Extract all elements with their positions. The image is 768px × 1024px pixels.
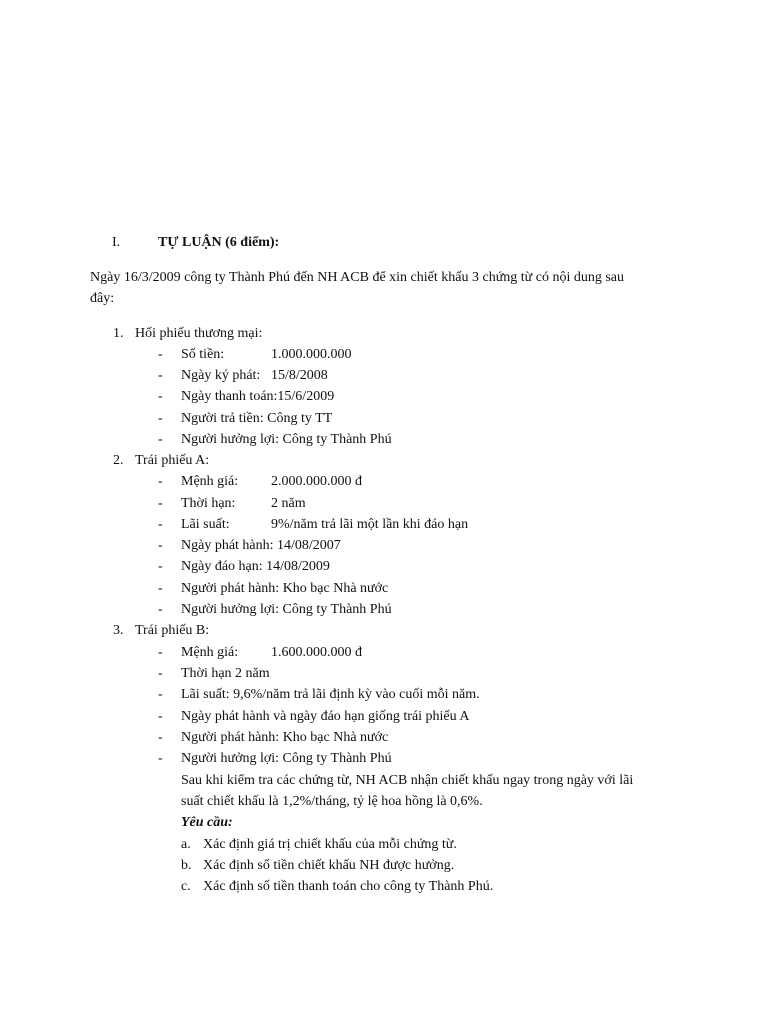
list-dash: - xyxy=(158,538,163,553)
requirement-letter: b. xyxy=(181,858,192,873)
conclusion-line-1: Sau khi kiểm tra các chứng từ, NH ACB nhận chiết khấu ngay trong ngày với lãi xyxy=(181,773,634,788)
list-dash: - xyxy=(158,581,163,596)
requirement-letter: c. xyxy=(181,879,191,894)
bullet-label: Lãi suất: xyxy=(181,517,230,532)
list-dash: - xyxy=(158,559,163,574)
intro-line-2: đây: xyxy=(90,291,115,306)
item3-number: 3. xyxy=(113,623,124,638)
list-dash: - xyxy=(158,602,163,617)
bullet-value: 2.000.000.000 đ xyxy=(271,474,362,489)
list-dash: - xyxy=(158,687,163,702)
bullet-text: Ngày đáo hạn: 14/08/2009 xyxy=(181,559,330,574)
requirement-letter: a. xyxy=(181,837,191,852)
list-dash: - xyxy=(158,368,163,383)
conclusion-line-2: suất chiết khấu là 1,2%/tháng, tỷ lệ hoa hồng là 0,6%. xyxy=(181,794,483,809)
bullet-value: 1.600.000.000 đ xyxy=(271,645,362,660)
list-dash: - xyxy=(158,730,163,745)
bullet-text: Người hưởng lợi: Công ty Thành Phú xyxy=(181,751,392,766)
item1-title: Hối phiếu thương mại: xyxy=(135,326,263,341)
requirement-text: Xác định giá trị chiết khấu của mỗi chứng từ. xyxy=(203,837,457,852)
bullet-value: 9%/năm trả lãi một lần khi đáo hạn xyxy=(271,517,469,532)
bullet-text: Người trả tiền: Công ty TT xyxy=(181,411,333,426)
list-dash: - xyxy=(158,411,163,426)
bullet-label: Thời hạn: xyxy=(181,496,236,511)
item2-number: 2. xyxy=(113,453,124,468)
list-dash: - xyxy=(158,645,163,660)
list-dash: - xyxy=(158,474,163,489)
list-dash: - xyxy=(158,347,163,362)
list-dash: - xyxy=(158,496,163,511)
list-dash: - xyxy=(158,517,163,532)
bullet-text: Người hưởng lợi: Công ty Thành Phú xyxy=(181,432,392,447)
bullet-label: Ngày ký phát: xyxy=(181,368,261,383)
bullet-text: Ngày phát hành và ngày đáo hạn giống trái phiếu A xyxy=(181,709,470,724)
requirement-heading: Yêu cầu: xyxy=(181,815,233,830)
intro-line-1: Ngày 16/3/2009 công ty Thành Phú đến NH ACB để xin chiết khấu 3 chứng từ có nội dung sau xyxy=(90,270,625,285)
list-dash: - xyxy=(158,666,163,681)
item2-title: Trái phiếu A: xyxy=(135,453,210,468)
bullet-text: Lãi suất: 9,6%/năm trả lãi định kỳ vào cuối mỗi năm. xyxy=(181,687,480,702)
item1-number: 1. xyxy=(113,326,124,341)
list-dash: - xyxy=(158,389,163,404)
bullet-label: Mệnh giá: xyxy=(181,645,239,660)
bullet-label: Số tiền: xyxy=(181,347,225,362)
bullet-text: Người hưởng lợi: Công ty Thành Phú xyxy=(181,602,392,617)
bullet-text: Ngày phát hành: 14/08/2007 xyxy=(181,538,341,553)
section-number: I. xyxy=(112,235,121,250)
bullet-text: Người phát hành: Kho bạc Nhà nước xyxy=(181,730,389,745)
bullet-label: Mệnh giá: xyxy=(181,474,239,489)
bullet-value: 2 năm xyxy=(271,496,306,511)
list-dash: - xyxy=(158,709,163,724)
bullet-text: Ngày thanh toán:15/6/2009 xyxy=(181,389,335,404)
requirement-text: Xác định số tiền chiết khấu NH được hưởng. xyxy=(203,858,455,873)
bullet-value: 1.000.000.000 xyxy=(271,347,352,362)
section-title: TỰ LUẬN (6 điểm): xyxy=(158,235,280,250)
list-dash: - xyxy=(158,751,163,766)
item3-title: Trái phiếu B: xyxy=(135,623,210,638)
list-dash: - xyxy=(158,432,163,447)
bullet-value: 15/8/2008 xyxy=(271,368,328,383)
bullet-text: Người phát hành: Kho bạc Nhà nước xyxy=(181,581,389,596)
bullet-text: Thời hạn 2 năm xyxy=(181,666,270,681)
requirement-text: Xác định số tiền thanh toán cho công ty Thành Phú. xyxy=(203,879,494,894)
